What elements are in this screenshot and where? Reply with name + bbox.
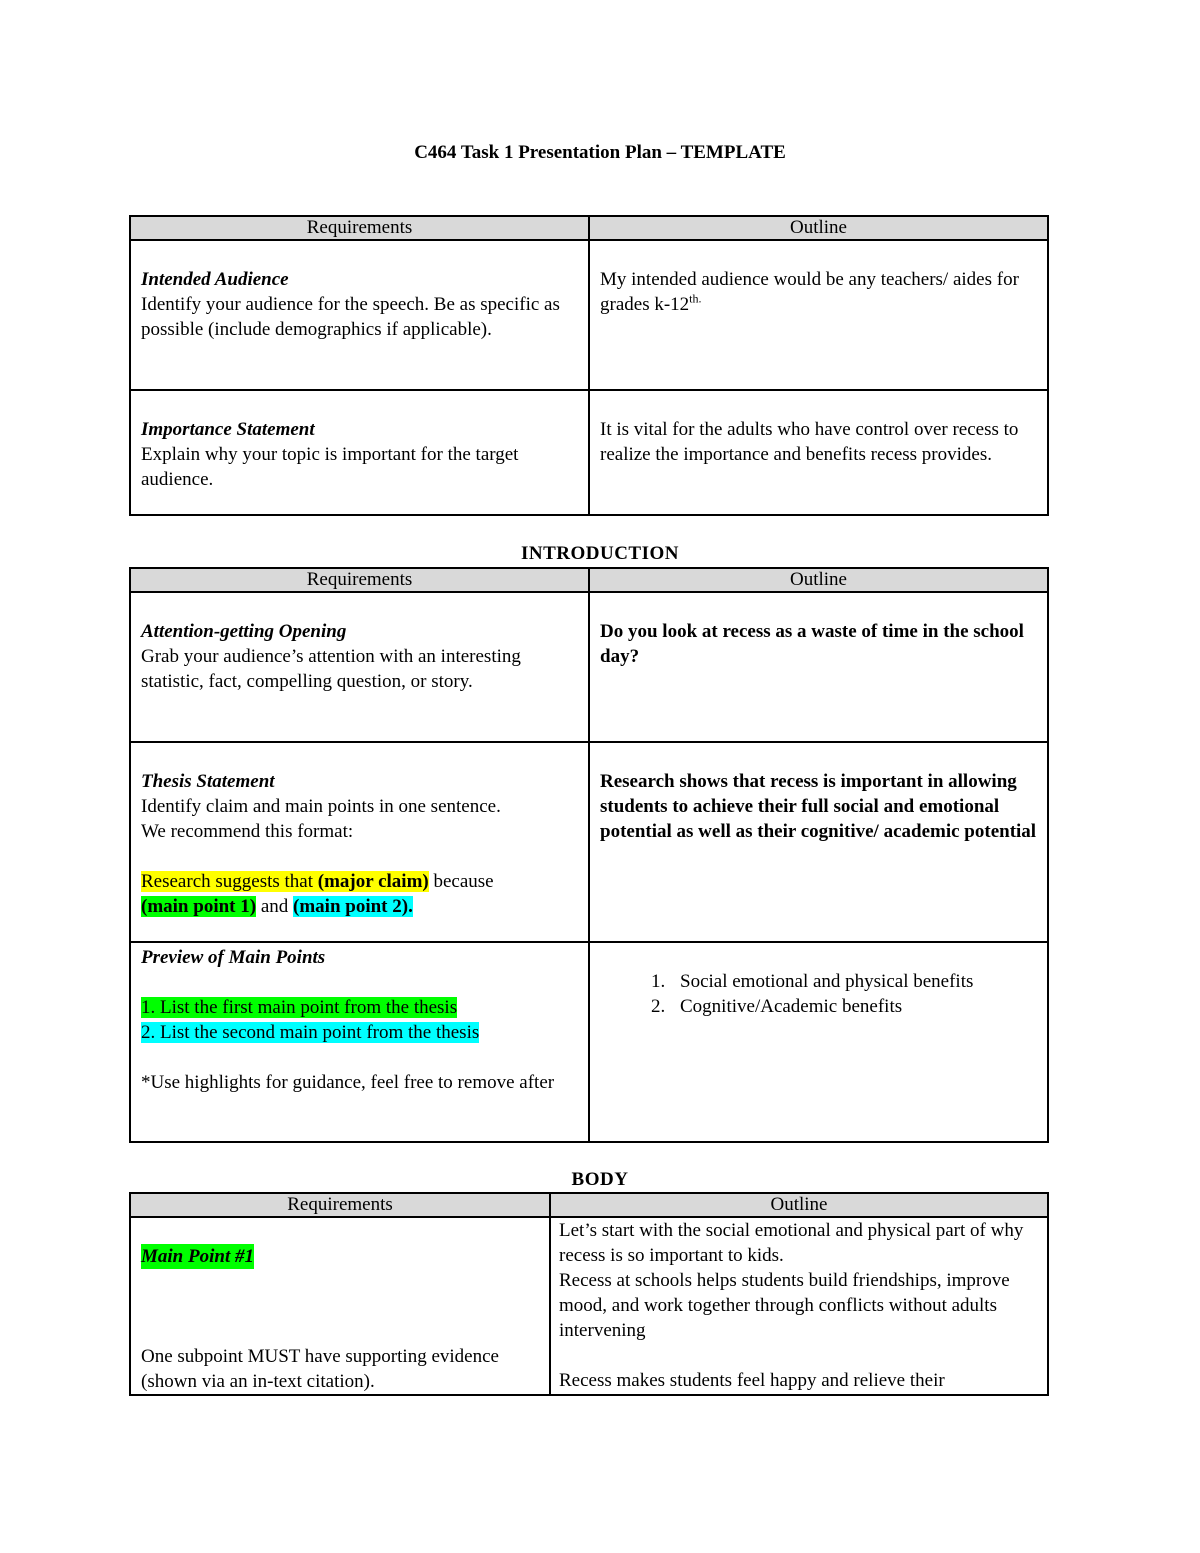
requirements-header: Requirements	[130, 1193, 550, 1217]
thesis-description: Identify claim and main points in one sentence.	[141, 796, 501, 817]
preview-point1: 1. List the first main point from the thesis	[141, 997, 458, 1018]
preview-note: *Use highlights for guidance, feel free to remove after	[141, 1072, 555, 1093]
main-point-1-outline-cell	[550, 1217, 1048, 1395]
body-heading: BODY	[571, 1169, 629, 1190]
audience-description: Identify your audience for the speech. Be as specific as possible (include demographics if applicable).	[141, 294, 560, 340]
attention-outline-text: Do you look at recess as a waste of time in the school day?	[600, 621, 1024, 667]
thesis-outline-cell	[589, 742, 1048, 942]
thesis-format-and: and	[256, 896, 294, 917]
thesis-format-claim: (major claim)	[317, 871, 429, 892]
body-table	[129, 1192, 1049, 1396]
thesis-requirement-cell	[130, 742, 589, 942]
attention-description: Grab your audience’s attention with an interesting statistic, fact, compelling question, or story.	[141, 646, 521, 692]
requirements-header: Requirements	[130, 568, 589, 592]
attention-label: Attention-getting Opening	[141, 621, 347, 642]
audience-outline-cell	[589, 240, 1048, 390]
thesis-format-point2: (main point 2).	[293, 896, 413, 917]
importance-outline-text: It is vital for the adults who have control over recess to realize the importance and benefits recess provides.	[600, 419, 1019, 465]
main-point-1-outline-p3: Recess makes students feel happy and relieve their	[559, 1370, 945, 1391]
main-point-1-description: One subpoint MUST have supporting evidence (shown via an in-text citation).	[141, 1346, 499, 1392]
requirements-header: Requirements	[130, 216, 589, 240]
thesis-format-intro: Research suggests that	[141, 871, 318, 892]
thesis-recommend: We recommend this format:	[141, 821, 354, 842]
overview-table	[129, 215, 1049, 516]
importance-requirement-cell	[130, 390, 589, 515]
main-point-1-requirement-cell	[130, 1217, 550, 1395]
audience-outline-text: My intended audience would be any teachers/ aides for grades k-12	[600, 269, 1019, 315]
thesis-format-point1: (main point 1)	[141, 896, 257, 917]
preview-outline-list	[600, 969, 1037, 1019]
importance-label: Importance Statement	[141, 419, 315, 440]
preview-requirement-cell	[130, 942, 589, 1142]
main-point-1-outline-p2: Recess at schools helps students build friendships, improve mood, and work together through conflicts without adults intervening	[559, 1270, 1010, 1341]
introduction-table	[129, 567, 1049, 1143]
preview-label: Preview of Main Points	[141, 947, 326, 968]
attention-requirement-cell	[130, 592, 589, 742]
outline-header: Outline	[550, 1193, 1048, 1217]
main-point-1-outline-p1: Let’s start with the social emotional and physical part of why recess is so important to kids.	[559, 1220, 1024, 1266]
introduction-heading: INTRODUCTION	[520, 543, 680, 564]
list-item: 1. Social emotional and physical benefits	[670, 969, 1037, 994]
thesis-outline-text: Research shows that recess is important in allowing students to achieve their full social and emotional potential as well as their cognitive/ academic potential	[600, 771, 1037, 842]
importance-outline-cell	[589, 390, 1048, 515]
outline-header: Outline	[589, 216, 1048, 240]
outline-header: Outline	[589, 568, 1048, 592]
audience-label: Intended Audience	[141, 269, 289, 290]
attention-outline-cell	[589, 592, 1048, 742]
preview-point2: 2. List the second main point from the thesis	[141, 1022, 480, 1043]
audience-requirement-cell	[130, 240, 589, 390]
preview-outline-cell	[589, 942, 1048, 1142]
audience-outline-sup: th.	[689, 291, 702, 306]
page-title: C464 Task 1 Presentation Plan – TEMPLATE	[414, 142, 786, 163]
main-point-1-label: Main Point #1	[141, 1246, 254, 1267]
list-item: 2. Cognitive/Academic benefits	[670, 994, 1037, 1019]
thesis-format-because: because	[428, 871, 494, 892]
thesis-label: Thesis Statement	[141, 771, 275, 792]
importance-description: Explain why your topic is important for the target audience.	[141, 444, 519, 490]
